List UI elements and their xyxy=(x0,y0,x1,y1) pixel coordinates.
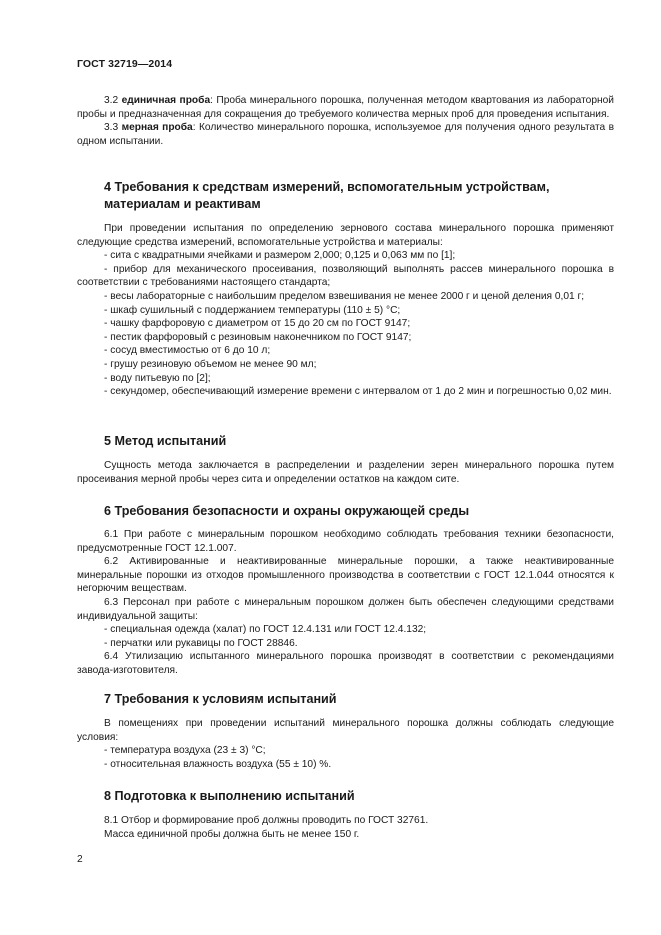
section-5-text: Сущность метода заключается в распределении и разделении зерен минерального порошка путем просеивания мерной пробы через сита и определении остатков на каждом сите. xyxy=(77,460,614,485)
section-7-title: 7 Требования к условиям испытаний xyxy=(104,692,337,706)
section-6-body xyxy=(77,528,614,678)
section-8-body xyxy=(77,814,614,841)
definition-number: 3.3 xyxy=(104,122,119,134)
section-7-intro: В помещениях при проведении испытаний минерального порошка должны соблюдать следующие условия: xyxy=(77,718,614,743)
section-4-intro: При проведении испытания по определению зернового состава минерального порошка применяют следующие средства измерений, вспомогательные устройства и материалы: xyxy=(77,223,614,248)
list-item: - пестик фарфоровый с резиновым наконечником по ГОСТ 9147; xyxy=(104,331,412,343)
list-item: - перчатки или рукавицы по ГОСТ 28846. xyxy=(104,637,298,649)
list-item: - секундомер, обеспечивающий измерение времени с интервалом от 1 до 2 мин и погрешностью 0,02 мин. xyxy=(104,386,612,398)
definition-3-2 xyxy=(77,94,614,121)
list-item: - чашку фарфоровую с диаметром от 15 до 20 см по ГОСТ 9147; xyxy=(104,318,411,330)
definition-text: : Количество минерального порошка, используемое для получения одного результата в одном испытании. xyxy=(77,122,614,147)
definition-text: : Проба минерального порошка, полученная методом квартования из лабораторной пробы и предназначенная для сокращения до требуемого количества мерных проб для проведения испытания. xyxy=(77,95,614,120)
section-5-title: 5 Метод испытаний xyxy=(104,434,227,448)
section-8-2: Масса единичной пробы должна быть не менее 150 г. xyxy=(104,828,360,840)
list-item: - весы лабораторные с наибольшим пределом взвешивания не менее 2000 г и ценой деления 0,01 г; xyxy=(104,290,585,302)
list-item: - шкаф сушильный с поддержанием температуры (110 ± 5) °С; xyxy=(104,304,401,316)
section-5-body xyxy=(77,459,614,486)
section-6-2: 6.2 Активированные и неактивированные минеральные порошки, а также неактивированные минеральные порошки из отходов промышленного производства в соответствии с ГОСТ 12.1.044 относятся к негорючим веществам. xyxy=(77,556,614,595)
page-number: 2 xyxy=(77,854,83,865)
definitions-block xyxy=(77,94,614,148)
list-item: - сита с квадратными ячейками и размером 2,000; 0,125 и 0,063 мм по [1]; xyxy=(104,250,456,262)
definition-term: мерная проба xyxy=(121,122,193,134)
section-6-title: 6 Требования безопасности и охраны окружающей среды xyxy=(104,504,470,518)
section-6-4: 6.4 Утилизацию испытанного минерального порошка производят в соответствии с рекомендациями завода-изготовителя. xyxy=(77,651,614,676)
list-item: - сосуд вместимостью от 6 до 10 л; xyxy=(104,345,271,357)
document-header: ГОСТ 32719—2014 xyxy=(77,58,173,70)
section-6-1: 6.1 При работе с минеральным порошком необходимо соблюдать требования техники безопасности, предусмотренные ГОСТ 12.1.007. xyxy=(77,529,614,554)
section-4-body xyxy=(77,222,614,399)
list-item: - относительная влажность воздуха (55 ± 10) %. xyxy=(104,758,332,770)
list-item: - грушу резиновую объемом не менее 90 мл; xyxy=(104,358,317,370)
section-7-body xyxy=(77,717,614,771)
section-4-title xyxy=(104,179,604,212)
definition-number: 3.2 xyxy=(104,95,119,106)
section-title-line: материалам и реактивам xyxy=(104,196,261,211)
list-item: - прибор для механического просеивания, позволяющий выполнять рассев минерального порошка в соответствии с требованиями настоящего стандарта; xyxy=(77,263,614,289)
section-8-title: 8 Подготовка к выполнению испытаний xyxy=(104,789,355,803)
section-title-line: 4 Требования к средствам измерений, вспомогательным устройствам, xyxy=(104,180,550,194)
section-6-3: 6.3 Персонал при работе с минеральным порошком должен быть обеспечен следующими средствами индивидуальной защиты: xyxy=(77,596,614,622)
list-item: - температура воздуха (23 ± 3) °С; xyxy=(104,745,266,757)
list-item: - специальная одежда (халат) по ГОСТ 12.4.131 или ГОСТ 12.4.132; xyxy=(104,624,427,636)
section-8-1: 8.1 Отбор и формирование проб должны проводить по ГОСТ 32761. xyxy=(104,815,429,826)
definition-3-3 xyxy=(77,121,614,148)
definition-term: единичная проба xyxy=(121,95,211,106)
list-item: - воду питьевую по [2]; xyxy=(104,372,211,384)
